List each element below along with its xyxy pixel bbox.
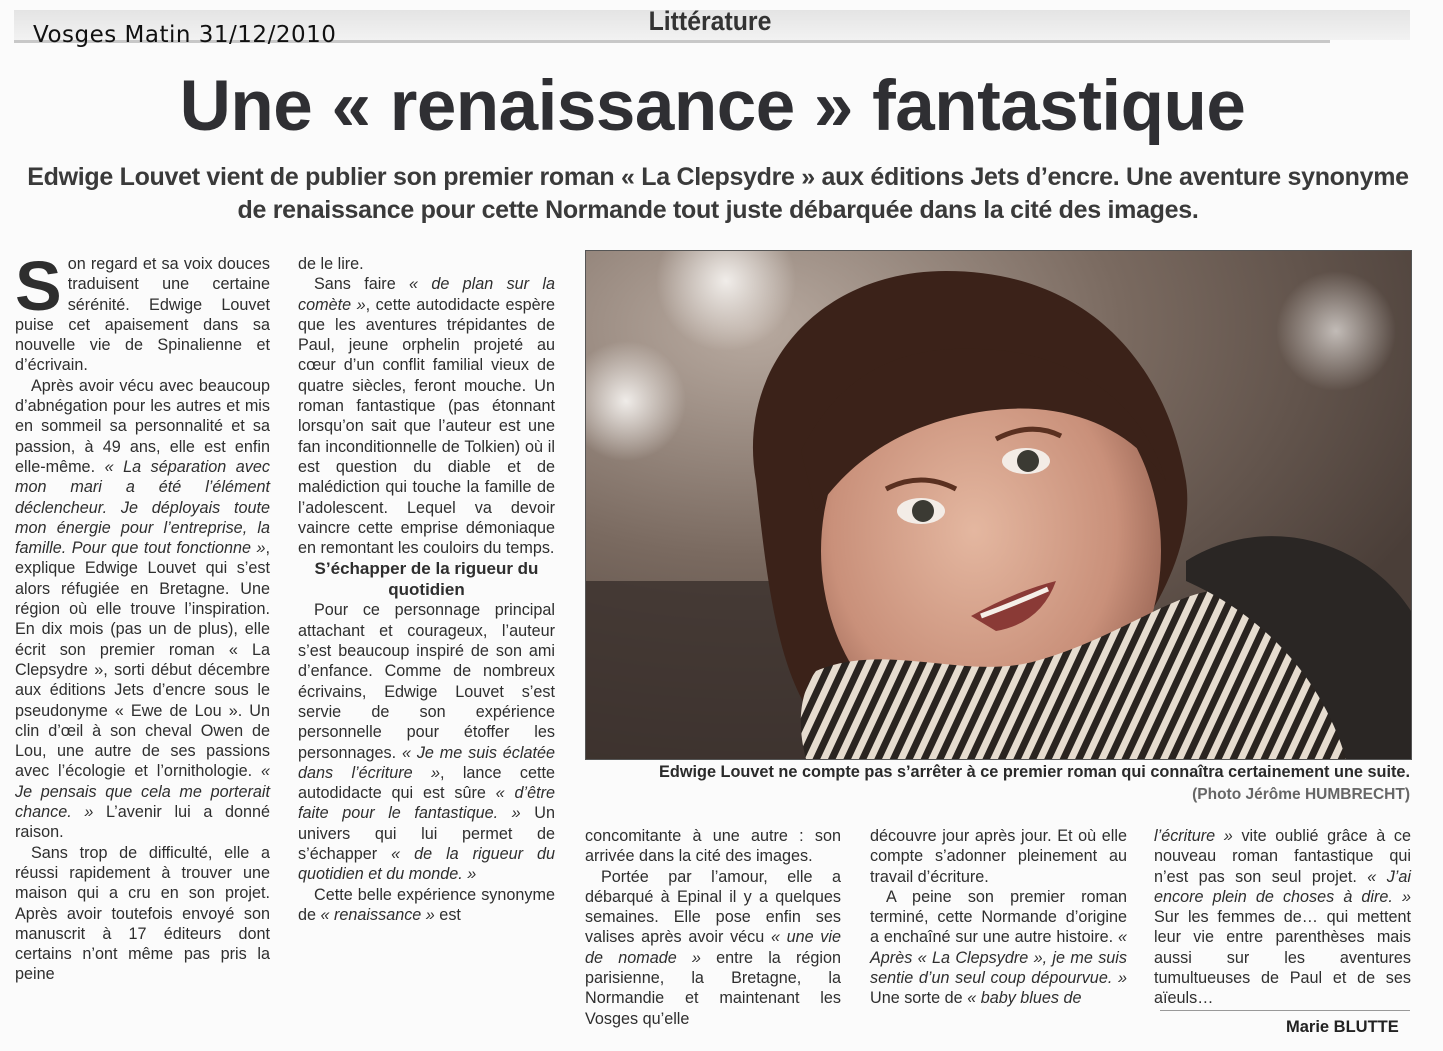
paragraph-text: Portée par l’amour, elle a débarqué à Epinal il y a quelques semaines. Elle pose enfin ses valises après avoir vécu — [585, 867, 841, 947]
quote: « une vie de nomade » — [585, 928, 842, 967]
paragraph — [15, 247, 270, 376]
paragraph — [15, 843, 270, 985]
quote: « J’ai encore plein de choses à dire. » — [1154, 867, 1411, 906]
paragraph — [298, 600, 555, 884]
article-column-5 — [1154, 826, 1411, 1009]
article-column-4 — [870, 826, 1127, 1009]
quote: « de plan sur la comète » — [298, 275, 555, 314]
quote: « Après « La Clepsydre », je me suis sentie d’un seul coup dépourvue. » — [870, 928, 1127, 988]
headline: Une « renaissance » fantastique — [179, 67, 1246, 146]
quote: « Je pensais que cela me porterait chance. » — [15, 762, 270, 822]
paragraph — [298, 274, 555, 558]
paragraph — [1154, 826, 1411, 1009]
paragraph — [15, 376, 270, 843]
source-label: Vosges Matin 31/12/2010 — [33, 22, 337, 48]
article-column-1 — [15, 247, 270, 985]
author-signature: Marie BLUTTE — [1286, 1018, 1399, 1036]
paragraph-text: on regard et sa voix douces traduisent une certaine sérénité. Edwige Louvet puise cet apaisement dans sa nouvelle vie de Spinalienne et d’écrivain. — [15, 255, 270, 375]
paragraph — [585, 826, 841, 867]
signature-rule — [1160, 1010, 1410, 1011]
paragraph-text: Sans faire — [314, 275, 410, 294]
quote: « renaissance » — [320, 905, 435, 924]
paragraph-text: Une sorte de — [870, 989, 968, 1008]
photo-credit: (Photo Jérôme HUMBRECHT) — [1192, 786, 1410, 803]
paragraph-text: Après avoir vécu avec beaucoup d’abnégation pour les autres et mis en sommeil sa personnalité et sa passion, à 49 ans, elle est enfin elle-même. — [15, 376, 270, 476]
photo-portrait — [585, 250, 1412, 760]
paragraph-text: Sur les femmes de… qui mettent leur vie entre parenthèses mais aussi sur les aventures tumultueuses de Paul et de ses aïeuls… — [1154, 908, 1411, 1008]
paragraph-text: , lance cette autodidacte qui est sûre — [298, 763, 555, 803]
subheading: S’échapper de la rigueur du quotidien — [314, 559, 539, 600]
article-column-2 — [298, 254, 555, 925]
paragraph-text: découvre jour après jour. Et où elle compte s’adonner pleinement au travail d’écriture. — [870, 827, 1127, 886]
paragraph-text: de le lire. — [298, 255, 364, 273]
paragraph-text: Sans trop de difficulté, elle a réussi rapidement à trouver une maison qui a cru en son projet. Après avoir toutefois envoyé son manuscrit à 17 éditeurs dont certains n’ont même pas pris la peine — [15, 843, 270, 984]
portrait-illustration — [586, 251, 1411, 759]
quote: « La séparation avec mon mari a été l’élément déclencheur. Je déployais toute mon énergie pour l’entreprise, la famille. Pour que tout fonctionne » — [15, 457, 270, 558]
paragraph-text: A peine son premier roman terminé, cette Normande d’origine a enchaîné sur une autre histoire. — [870, 887, 1127, 947]
paragraph-text: , explique Edwige Louvet qui s’est alors réfugiée en Bretagne. Une région où elle trouve l’inspiration. En dix mois (pas un de plus), elle écrit son premier roman « La Clepsydre », sorti début décembre aux éditions Jets d’encre sous le pseudonyme « Ewe de Lou ». Un clin d’œil à son cheval Owen de Lou, une autre de ses passions avec l’écologie et l’ornithologie. — [15, 539, 270, 781]
paragraph-text: Pour ce personnage principal attachant et courageux, l’auteur s’est beaucoup inspiré de son ami d’enfance. Comme de nombreux écrivains, Edwige Louvet s’est servie de son expérience personnelle pour étoffer les personnages. — [298, 601, 555, 762]
dropcap: S — [15, 247, 62, 325]
article-column-3 — [585, 826, 841, 1029]
paragraph — [870, 826, 1127, 887]
quote: l’écriture » — [1154, 827, 1233, 845]
paragraph-text: concomitante à une autre : son arrivée dans la cité des images. — [585, 827, 841, 866]
paragraph — [298, 254, 555, 274]
photo-caption: Edwige Louvet ne compte pas s’arrêter à ce premier roman qui connaîtra certainement une suite. — [659, 763, 1410, 781]
quote: « de la rigueur du quotidien et du monde. » — [298, 845, 555, 884]
paragraph-text: Cette belle expérience synonyme de — [298, 885, 555, 924]
quote: « d’être faite pour le fantastique. » — [298, 784, 555, 823]
quote: « Je me suis éclatée dans l’écriture » — [298, 743, 555, 782]
paragraph-text: est — [434, 905, 461, 924]
section-title: Littérature — [648, 6, 772, 36]
standfirst: Edwige Louvet vient de publier son premier roman « La Clepsydre » aux éditions Jets d’encre. Une aventure synonyme de renaissance pour cette Normande tout juste débarquée dans la cité des images. — [27, 163, 1409, 224]
paragraph — [298, 885, 555, 926]
paragraph — [870, 887, 1127, 1009]
paragraph-text: L’avenir lui a donné raison. — [15, 803, 270, 842]
quote: « baby blues de — [967, 989, 1082, 1008]
paragraph-text: vite oublié grâce à ce nouveau roman fantastique qui n’est pas son seul projet. — [1154, 827, 1411, 886]
paragraph-text: Un univers qui lui permet de s’échapper — [298, 804, 555, 864]
paragraph-text: entre la région parisienne, la Bretagne, la Normandie et maintenant les Vosges qu’elle — [585, 948, 841, 1028]
paragraph-text: , cette autodidacte espère que les aventures trépidantes de Paul, jeune orphelin projeté au cœur d’un conflit familial vieux de quatre siècles, feront mouche. Un roman fantastique (pas étonnant lorsqu’on sait que l’auteur est une fan inconditionnelle de Tolkien) où il est question du diable et de malédiction qui touche la famille de l’adolescent. Lequel va devoir vaincre cette emprise démoniaque en remontant les couloirs du temps. — [298, 295, 555, 558]
paragraph — [585, 867, 841, 1029]
